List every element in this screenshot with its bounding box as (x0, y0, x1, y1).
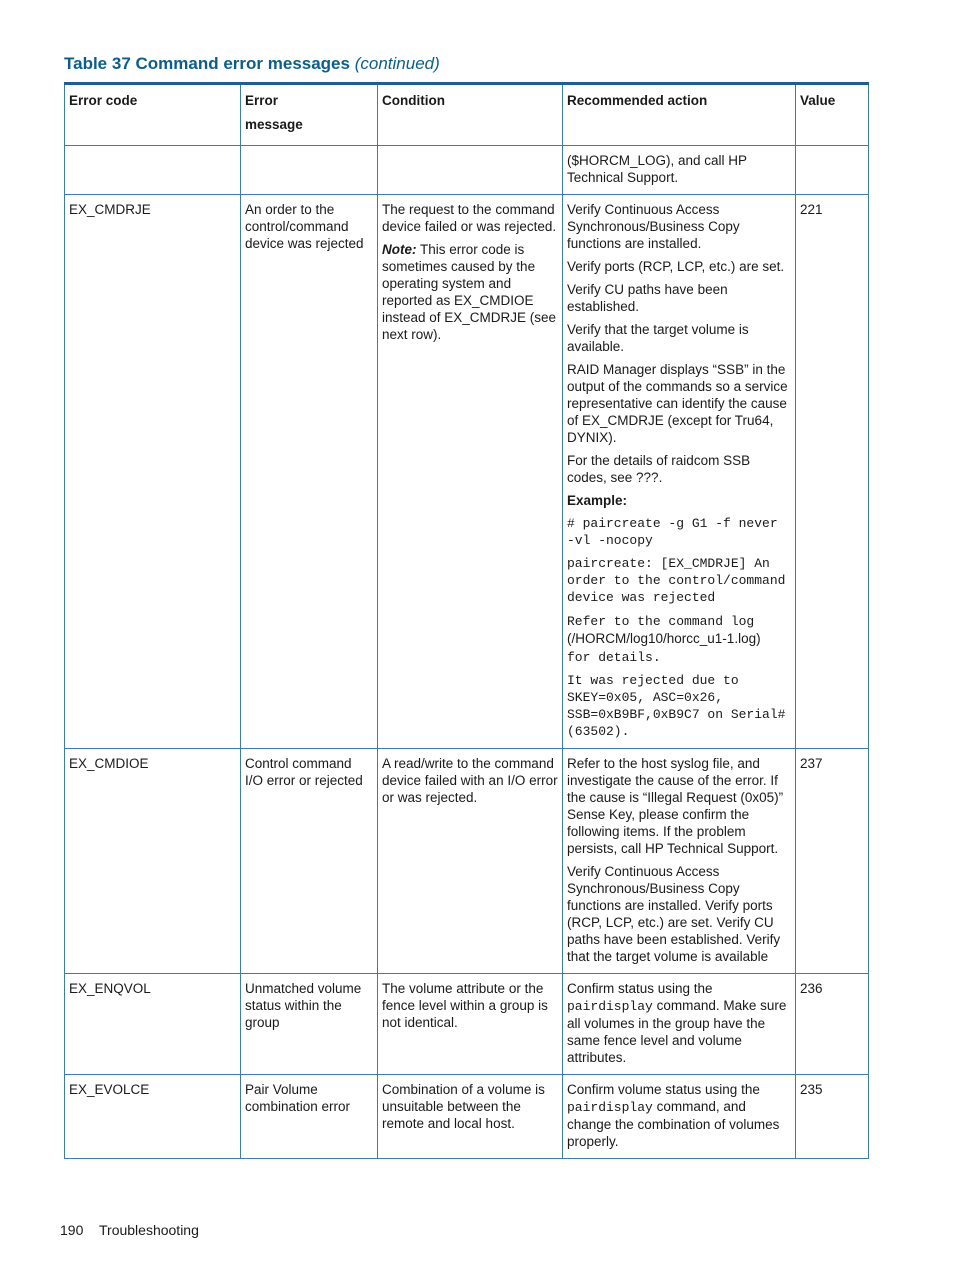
page-footer (60, 1222, 199, 1238)
cell-condition (378, 195, 563, 749)
error-messages-table (64, 82, 869, 1159)
cell-action (563, 974, 796, 1075)
action-paragraph: Verify Continuous Access Synchronous/Business Copy functions are installed. Verify ports (RCP, LCP, etc.) are set. Verify CU paths have been established. Verify that the target volume is available (567, 864, 781, 964)
cell-value: 235 (796, 1075, 869, 1159)
note-text: This error code is sometimes caused by the operating system and reported as EX_CMDIOE instead of EX_CMDRJE (see next row). (382, 242, 557, 342)
table-header-row (65, 84, 869, 146)
cell-action (563, 1075, 796, 1159)
action-paragraph: RAID Manager displays “SSB” in the output of the commands so a service representative can identify the cause of EX_CMDRJE (except for Tru64, DYNIX). (567, 362, 788, 445)
cell-message: Control command I/O error or rejected (241, 749, 378, 974)
action-command: pairdisplay (567, 999, 653, 1014)
condition-note (382, 241, 558, 343)
table-row-ex-enqvol (65, 974, 869, 1075)
header-error-code: Error code (65, 84, 241, 146)
header-error-message-line1: Error (245, 93, 279, 108)
header-recommended-action: Recommended action (563, 84, 796, 146)
cell-condition: The volume attribute or the fence level within a group is not identical. (378, 974, 563, 1075)
action-paragraph: Verify ports (RCP, LCP, etc.) are set. (567, 259, 785, 274)
action-paragraph: Verify Continuous Access Synchronous/Business Copy functions are installed. (567, 202, 740, 251)
action-paragraph: Verify that the target volume is available. (567, 322, 749, 354)
cell-action (563, 195, 796, 749)
cell-message: Unmatched volume status within the group (241, 974, 378, 1075)
header-error-message-line2: message (245, 117, 303, 132)
cell-code: EX_CMDRJE (65, 195, 241, 749)
table-title: Table 37 Command error messages (64, 54, 350, 73)
log-path: (/HORCM/log10/horcc_u1-1.log) (567, 631, 761, 646)
action-paragraph: Refer to the host syslog file, and investigate the cause of the error. If the cause is “Illegal Request (0x05)” Sense Key, please confirm the following items. If the problem persists, call HP Technical Support. (567, 756, 784, 856)
action-paragraph: For the details of raidcom SSB codes, see ???. (567, 453, 751, 485)
cell-message: Pair Volume combination error (241, 1075, 378, 1159)
example-line: It was rejected due to SKEY=0x05, ASC=0x26, SSB=0xB9BF,0xB9C7 on Serial#(63502). (567, 673, 786, 739)
cell-message (241, 146, 378, 195)
note-label: Note: (382, 242, 417, 257)
cell-code: EX_EVOLCE (65, 1075, 241, 1159)
table-row-ex-cmdioe (65, 749, 869, 974)
table-row-ex-evolce (65, 1075, 869, 1159)
example-line: # paircreate -g G1 -f never -vl -nocopy (567, 516, 778, 548)
page-number: 190 (60, 1222, 84, 1238)
cell-value (796, 146, 869, 195)
cell-condition (378, 146, 563, 195)
section-name: Troubleshooting (99, 1222, 199, 1238)
action-command: pairdisplay (567, 1100, 653, 1115)
log-prefix: Refer to the command log (567, 614, 755, 629)
cell-condition: A read/write to the command device failed with an I/O error or was rejected. (378, 749, 563, 974)
cell-message: An order to the control/command device was rejected (241, 195, 378, 749)
header-condition: Condition (378, 84, 563, 146)
action-pre: Confirm status using the (567, 981, 713, 996)
cell-value: 236 (796, 974, 869, 1075)
condition-text: The request to the command device failed or was rejected. (382, 202, 557, 234)
table-row-ex-cmdrje (65, 195, 869, 749)
example-label: Example: (567, 493, 628, 508)
action-paragraph: Verify CU paths have been established. (567, 282, 728, 314)
log-suffix: for details. (567, 650, 661, 665)
cell-condition: Combination of a volume is unsuitable between the remote and local host. (378, 1075, 563, 1159)
action-pre: Confirm volume status using the (567, 1082, 760, 1097)
action-post: command, and change the combination of volumes properly. (567, 1099, 780, 1149)
action-post: command. Make sure all volumes in the group have the same fence level and volume attributes. (567, 998, 787, 1065)
cell-value: 237 (796, 749, 869, 974)
example-log-line (567, 612, 791, 666)
cell-code (65, 146, 241, 195)
cell-value: 221 (796, 195, 869, 749)
cell-code: EX_ENQVOL (65, 974, 241, 1075)
cell-code: EX_CMDIOE (65, 749, 241, 974)
cell-action (563, 749, 796, 974)
cell-action: ($HORCM_LOG), and call HP Technical Support. (563, 146, 796, 195)
header-error-message (241, 84, 378, 146)
table-row-continued (65, 146, 869, 195)
table-caption (64, 54, 440, 74)
table-continued-label: (continued) (354, 54, 440, 73)
example-line: paircreate: [EX_CMDRJE] An order to the control/command device was rejected (567, 556, 786, 605)
header-value: Value (796, 84, 869, 146)
